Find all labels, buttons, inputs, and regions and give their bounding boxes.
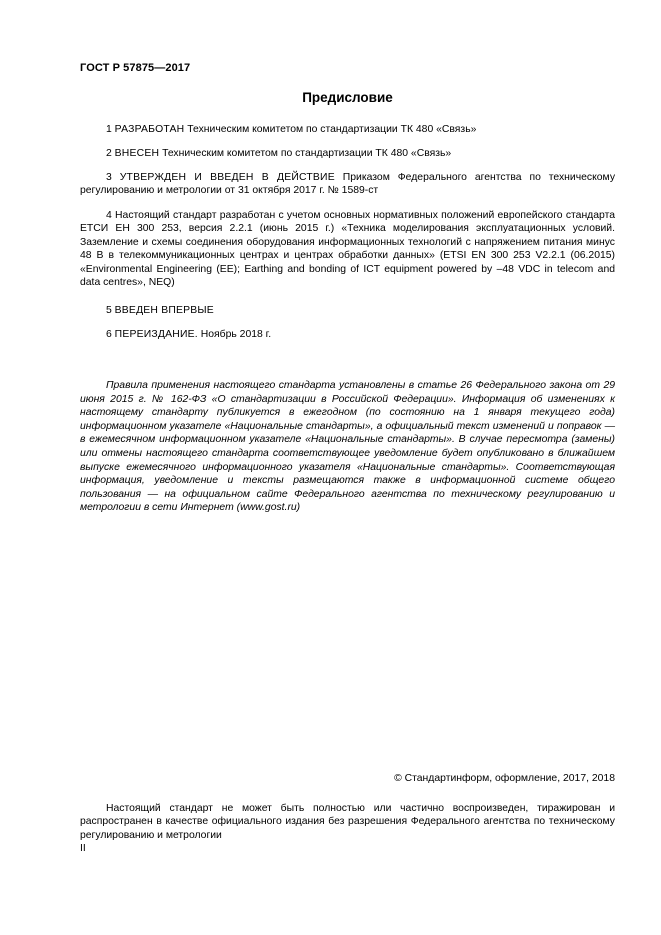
item-number: 5 [106, 305, 112, 316]
foreword-item-4 [80, 209, 615, 289]
item-caps-label: УТВЕРЖДЕН И ВВЕДЕН В ДЕЙСТВИЕ [119, 172, 335, 183]
page-title: Предисловие [302, 90, 393, 105]
item-number: 1 [106, 124, 112, 135]
item-caps-label: ВНЕСЕН [114, 148, 160, 159]
item-text: Настоящий стандарт разработан с учетом основных нормативных положений европейского стандарта ЕТСИ ЕН 300 253, версия 2.2.1 (июнь 2015 г.) «Техника моделирования эксплуатационных условий. Заземление и схемы соединения оборудования информационных технологий с напряжением питания минус 48 В в телекоммуникационных центрах и центрах обработки данных» (ETSI EN 300 253 V2.2.1 (06.2015) «Environmental Engineering (EE); Earthing and bonding of ICT equipment powered by –48 VDC in telecom and data centres», NEQ) [80, 210, 615, 289]
item-text: Техническим комитетом по стандартизации ТК 480 «Связь» [187, 124, 477, 135]
standard-code: ГОСТ Р 57875—2017 [80, 62, 191, 74]
foreword-item-2 [80, 147, 615, 160]
foreword-item-6 [80, 328, 615, 341]
foreword-item-5 [80, 304, 615, 317]
page-number: II [80, 843, 86, 854]
item-number: 2 [106, 148, 112, 159]
reproduction-notice: Настоящий стандарт не может быть полностью или частично воспроизведен, тиражирован и распространен в качестве официального издания без разрешения Федерального агентства по техническому регулированию и метрологии [80, 803, 615, 841]
standard-application-notice: Правила применения настоящего стандарта установлены в статье 26 Федерального закона от 29 июня 2015 г. № 162-ФЗ «О стандартизации в Российской Федерации». Информация об изменениях к настоящему стандарту публикуется в ежегодном (по состоянию на 1 января текущего года) информационном указателе «Национальные стандарты», а официальный текст изменений и поправок — в ежемесячном информационном указателе «Национальные стандарты». В случае пересмотра (замены) или отмены настоящего стандарта соответствующее уведомление будет опубликовано в ближайшем выпуске ежемесячного информационного указателя «Национальные стандарты». Соответствующая информация, уведомление и тексты размещаются также в информационной системе общего пользования — на официальном сайте Федерального агентства по техническому регулированию и метрологии в сети Интернет (www.gost.ru) [80, 380, 615, 514]
item-number: 6 [106, 329, 112, 340]
item-caps-label: ВВЕДЕН ВПЕРВЫЕ [114, 305, 214, 316]
item-text: Приказом Федерального агентства по техническому регулированию и метрологии от 31 октября 2017 г. № 1589-ст [80, 172, 616, 197]
foreword-item-3 [80, 171, 615, 198]
item-number: 4 [106, 210, 112, 221]
item-number: 3 [106, 172, 112, 183]
copyright-line: © Стандартинформ, оформление, 2017, 2018 [394, 773, 615, 784]
item-caps-label: ПЕРЕИЗДАНИЕ. [114, 329, 198, 340]
foreword-item-1 [80, 123, 615, 136]
item-text: Ноябрь 2018 г. [200, 329, 272, 340]
item-caps-label: РАЗРАБОТАН [114, 124, 185, 135]
item-text: Техническим комитетом по стандартизации ТК 480 «Связь» [162, 148, 452, 159]
